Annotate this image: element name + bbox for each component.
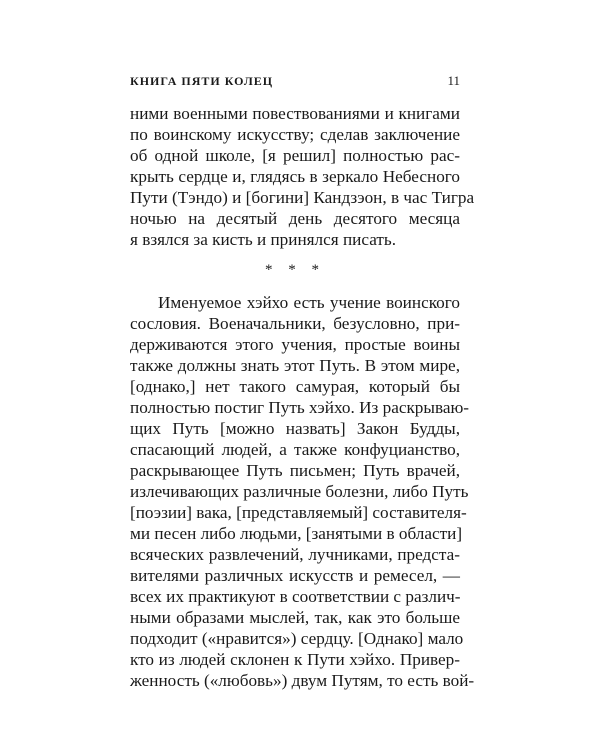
text-line: также должны знать этот Путь. В этом мире,	[130, 356, 460, 375]
text-line: держиваются этого учения, простые воины	[130, 335, 460, 354]
text-line: крыть сердце и, глядясь в зеркало Небесного	[130, 167, 460, 186]
page-number: 11	[447, 73, 460, 88]
paragraph-heiho	[130, 292, 475, 691]
text-line: излечивающих различные болезни, либо Путь	[130, 482, 469, 501]
text-line: всяческих развлечений, лучниками, предста-	[130, 545, 460, 564]
section-separator: * * *	[265, 262, 325, 278]
text-line: вителями различных искусств и ремесел, —	[130, 566, 460, 585]
text-line: всех их практикуют в соответствии с различ-	[130, 587, 461, 606]
text-line: полностью постиг Путь хэйхо. Из раскрываю-	[130, 398, 470, 417]
text-line: Именуемое хэйхо есть учение воинского	[158, 293, 460, 312]
text-line: об одной школе, [я решил] полностью рас-	[130, 146, 460, 165]
text-line: женность («любовь») двум Путям, то есть вой-	[130, 671, 475, 690]
text-line: сословия. Военачальники, безусловно, при-	[130, 314, 460, 333]
text-line: спасающий людей, а также конфуцианство,	[130, 440, 460, 459]
text-line: [однако,] нет такого самурая, который бы	[130, 377, 460, 396]
text-line: подходит («нравится») сердцу. [Однако] мало	[130, 629, 464, 648]
paragraph-continued	[130, 103, 475, 250]
text-line: кто из людей склонен к Пути хэйхо. Привер-	[130, 650, 460, 669]
text-line: Пути (Тэндо) и [богини] Кандзэон, в час Тигра	[130, 188, 475, 207]
running-header	[130, 73, 460, 91]
running-title: КНИГА ПЯТИ КОЛЕЦ	[130, 74, 274, 88]
text-line: раскрывающее Путь письмен; Путь врачей,	[130, 461, 460, 480]
text-line: по воинскому искусству; сделав заключение	[130, 125, 460, 144]
text-line: ными образами мыслей, так, как это больше	[130, 608, 460, 627]
text-line: ночью на десятый день десятого месяца	[130, 209, 460, 228]
text-line: [поэзии] вака, [представляемый] составителя-	[130, 503, 467, 522]
text-line: ми песен либо людьми, [занятыми в области]	[130, 524, 463, 543]
text-line: я взялся за кисть и принялся писать.	[130, 230, 397, 249]
text-line: ними военными повествованиями и книгами	[130, 104, 460, 123]
text-line: щих Путь [можно назвать] Закон Будды,	[130, 419, 460, 438]
